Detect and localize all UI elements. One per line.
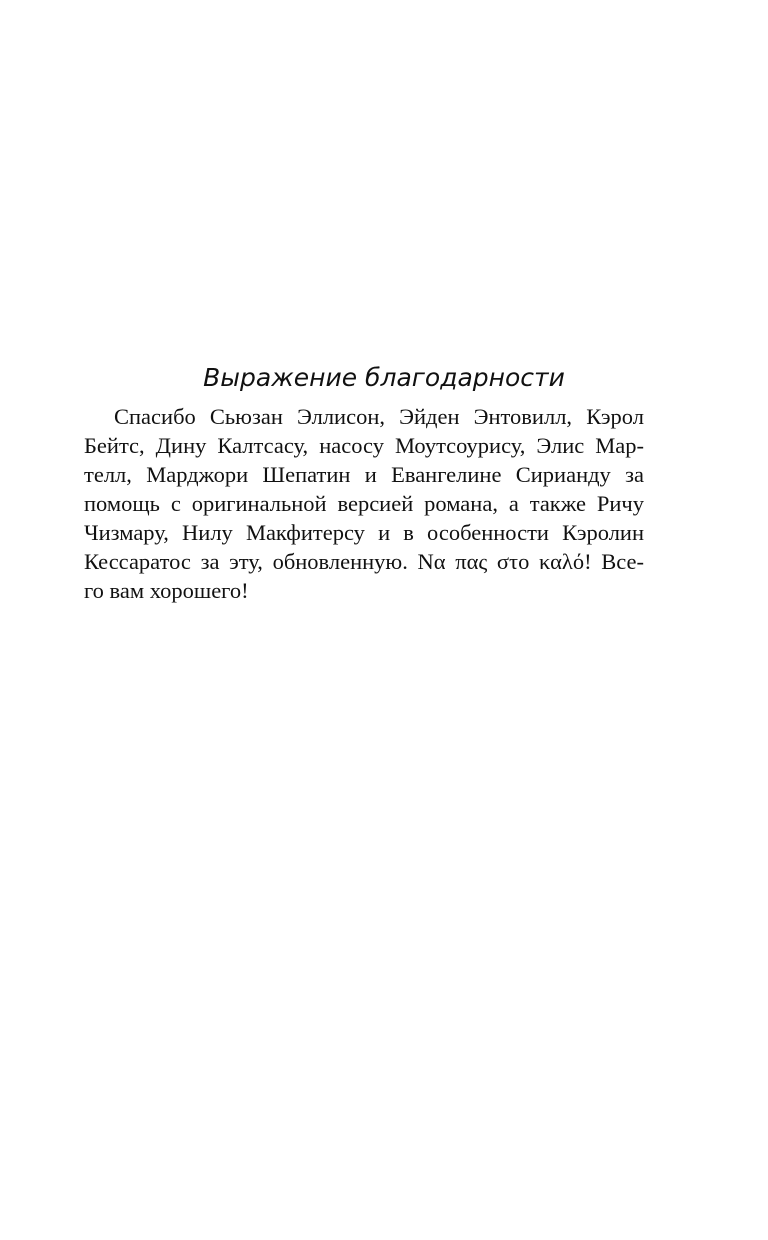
paragraph-line: телл, Марджори Шепатин и Евангелине Сирианду за <box>84 462 644 487</box>
acknowledgements-paragraph <box>84 402 644 605</box>
paragraph-line: Спасибо Сьюзан Эллисон, Эйден Энтовилл, Кэрол <box>114 404 644 429</box>
section-title: Выражение благодарности <box>203 363 565 392</box>
paragraph-line: Кессаратос за эту, обновленную. Να πας στο καλό! Все- <box>84 549 644 574</box>
paragraph-line: Чизмару, Нилу Макфитерсу и в особенности Кэролин <box>84 520 644 545</box>
paragraph-line: Бейтс, Дину Калтсасу, насосу Моутсоурису, Элис Мар- <box>84 433 644 458</box>
paragraph-line: помощь с оригинальной версией романа, а также Ричу <box>84 491 644 516</box>
paragraph-line: го вам хорошего! <box>84 578 249 603</box>
